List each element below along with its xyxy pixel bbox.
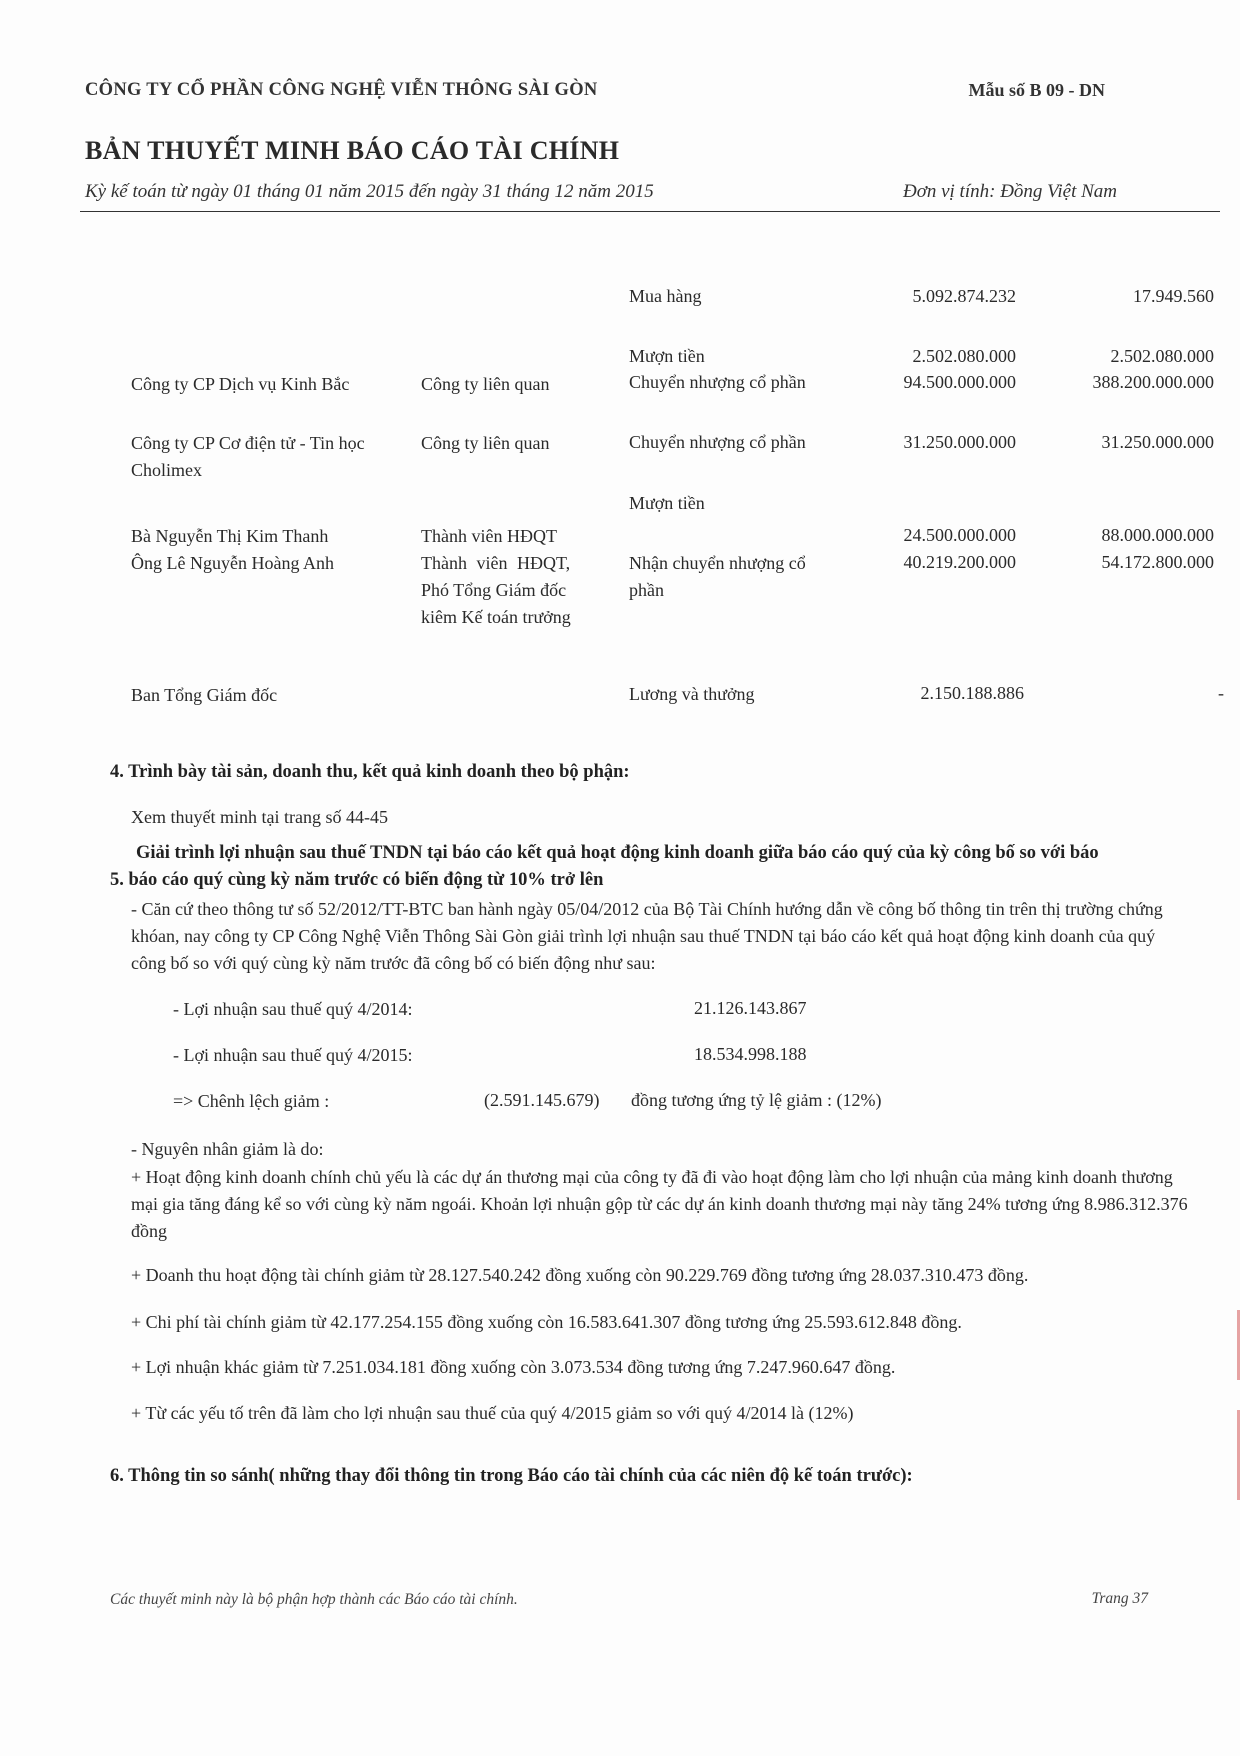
table-cell-party: Ông Lê Nguyễn Hoàng Anh <box>131 553 334 573</box>
reason-item: + Chi phí tài chính giảm từ 42.177.254.155 đồng xuống còn 16.583.641.307 đồng tương ứng 25.593.612.848 đồng. <box>131 1312 962 1332</box>
form-number: Mẫu số B 09 - DN <box>968 80 1105 100</box>
table-cell-value-prior: 388.200.000.000 <box>1092 372 1214 392</box>
table-cell-value-prior: 88.000.000.000 <box>1101 525 1214 545</box>
table-cell-value-current: 94.500.000.000 <box>903 372 1016 392</box>
table-cell-relation: Phó Tổng Giám đốc <box>421 580 567 600</box>
reason-title: - Nguyên nhân giảm là do: <box>131 1139 324 1159</box>
table-cell-party: Bà Nguyễn Thị Kim Thanh <box>131 526 329 546</box>
difference-label: => Chênh lệch giảm : <box>173 1091 330 1111</box>
table-cell-value-current: 5.092.874.232 <box>912 286 1016 306</box>
table-cell-value-current: 2.502.080.000 <box>912 346 1016 366</box>
profit-2014-label: - Lợi nhuận sau thuế quý 4/2014: <box>173 999 413 1019</box>
profit-2014-value: 21.126.143.867 <box>694 998 807 1018</box>
difference-note: đồng tương ứng tỷ lệ giảm : (12%) <box>631 1090 882 1110</box>
table-cell-relation: Công ty liên quan <box>421 374 550 394</box>
reason-item: + Lợi nhuận khác giảm từ 7.251.034.181 đồng xuống còn 3.073.534 đồng tương ứng 7.247.960.647 đồng. <box>131 1357 896 1377</box>
table-cell-content: Chuyển nhượng cổ phần <box>629 432 806 452</box>
table-cell-relation: kiêm Kế toán trưởng <box>421 607 571 627</box>
table-cell-value-prior: 17.949.560 <box>1133 286 1214 306</box>
table-cell-party: Cholimex <box>131 460 202 480</box>
accounting-period: Kỳ kế toán từ ngày 01 tháng 01 năm 2015 đến ngày 31 tháng 12 năm 2015 <box>85 181 654 202</box>
table-cell-content: Lương và thưởng <box>629 684 755 704</box>
table-cell-value-current: 24.500.000.000 <box>903 525 1016 545</box>
table-cell-relation: Thành viên HĐQT <box>421 526 557 546</box>
table-cell-value-prior: - <box>1218 683 1224 703</box>
section-5-heading: 5. báo cáo quý cùng kỳ năm trước có biến động từ 10% trở lên <box>110 870 604 890</box>
difference-value: (2.591.145.679) <box>484 1090 600 1110</box>
section-6-heading: 6. Thông tin so sánh( những thay đổi thông tin trong Báo cáo tài chính của các niên độ kế toán trước): <box>110 1466 913 1486</box>
table-cell-content: Mượn tiền <box>629 346 705 366</box>
profit-2015-label: - Lợi nhuận sau thuế quý 4/2015: <box>173 1045 413 1065</box>
header-divider <box>80 211 1220 212</box>
table-cell-party: Công ty CP Cơ điện tử - Tin học <box>131 433 365 453</box>
table-cell-value-current: 40.219.200.000 <box>903 552 1016 572</box>
reason-item: + Từ các yếu tố trên đã làm cho lợi nhuận sau thuế của quý 4/2015 giảm so với quý 4/2014 là (12%) <box>131 1403 854 1423</box>
table-cell-value-prior: 2.502.080.000 <box>1110 346 1214 366</box>
section-4-text: Xem thuyết minh tại trang số 44-45 <box>131 807 388 827</box>
table-cell-content: Mượn tiền <box>629 493 705 513</box>
table-cell-content: Nhận chuyển nhượng cổ <box>629 553 806 573</box>
footer-note: Các thuyết minh này là bộ phận hợp thành các Báo cáo tài chính. <box>110 1591 518 1608</box>
table-cell-content: Chuyển nhượng cổ phần <box>629 372 806 392</box>
table-cell-value-current: 2.150.188.886 <box>920 683 1024 703</box>
section-5-heading: Giải trình lợi nhuận sau thuế TNDN tại báo cáo kết quả hoạt động kinh doanh giữa báo cáo quý của kỳ công bố so với báo <box>136 843 1099 863</box>
table-cell-relation: Thành viên HĐQT, <box>421 553 571 573</box>
table-cell-party: Ban Tổng Giám đốc <box>131 685 278 705</box>
table-cell-content: Mua hàng <box>629 286 702 306</box>
page-number: Trang 37 <box>1091 1590 1148 1607</box>
currency-unit: Đơn vị tính: Đồng Việt Nam <box>902 181 1117 202</box>
table-cell-value-current: 31.250.000.000 <box>903 432 1016 452</box>
section-5-intro: - Căn cứ theo thông tư số 52/2012/TT-BTC ban hành ngày 05/04/2012 của Bộ Tài Chính hướng dẫn về công bố thông tin trên thị trường chứng khóan, nay công ty CP Công Nghệ Viễn Thông Sài Gòn giải trình lợi nhuận sau thuế TNDN tại báo cáo kết quả hoạt động kinh doanh của quý công bố so với quý cùng kỳ năm trước đã công bố có biến động như sau: <box>131 899 1163 973</box>
document-title: BẢN THUYẾT MINH BÁO CÁO TÀI CHÍNH <box>85 136 620 165</box>
table-cell-party: Công ty CP Dịch vụ Kinh Bắc <box>131 374 350 394</box>
company-name: CÔNG TY CỔ PHẦN CÔNG NGHỆ VIỄN THÔNG SÀI GÒN <box>85 80 598 100</box>
profit-2015-value: 18.534.998.188 <box>694 1044 807 1064</box>
table-cell-content: phần <box>629 580 664 600</box>
section-4-heading: 4. Trình bày tài sản, doanh thu, kết quả kinh doanh theo bộ phận: <box>110 762 630 782</box>
reason-item: + Hoạt động kinh doanh chính chủ yếu là các dự án thương mại của công ty đã đi vào hoạt động làm cho lợi nhuận của mảng kinh doanh thương mại gia tăng đáng kể so với cùng kỳ năm ngoái. Khoản lợi nhuận gộp từ các dự án kinh doanh thương mại này tăng 24% tương ứng 8.986.312.376 đồng <box>131 1167 1188 1241</box>
table-cell-relation: Công ty liên quan <box>421 433 550 453</box>
reason-item: + Doanh thu hoạt động tài chính giảm từ 28.127.540.242 đồng xuống còn 90.229.769 đồng tương ứng 28.037.310.473 đồng. <box>131 1265 1029 1285</box>
table-cell-value-prior: 31.250.000.000 <box>1101 432 1214 452</box>
table-cell-value-prior: 54.172.800.000 <box>1101 552 1214 572</box>
